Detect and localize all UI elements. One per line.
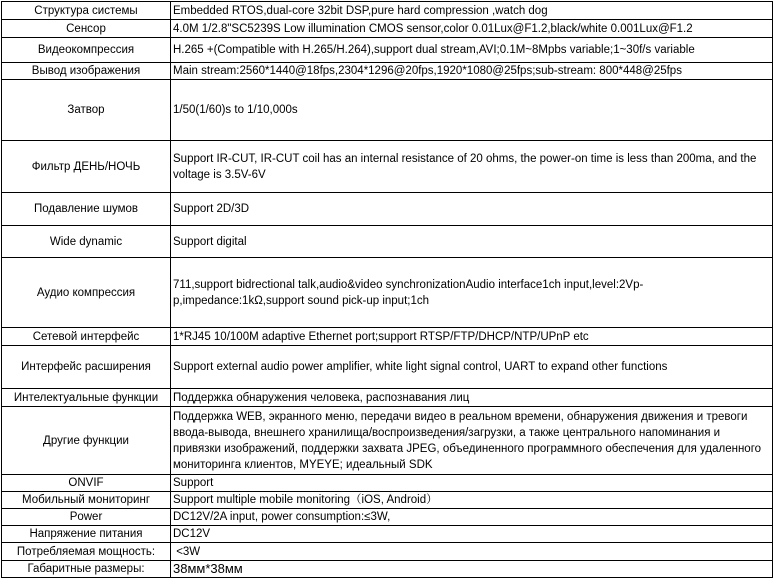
spec-label: Мобильный мониторинг: [2, 492, 171, 509]
spec-value: DC12V: [171, 526, 773, 543]
spec-label: Сетевой интерфейс: [2, 328, 171, 346]
spec-value: Support digital: [171, 226, 773, 258]
spec-value: 1/50(1/60)s to 1/10,000s: [171, 80, 773, 141]
spec-row-day-night-filter: [2, 141, 773, 193]
spec-label: Сенсор: [2, 20, 171, 38]
spec-value: Support multiple mobile monitoring（iOS, Android）: [171, 492, 773, 509]
spec-label: Фильтр ДЕНЬ/НОЧЬ: [2, 141, 171, 193]
spec-value: DC12V/2A input, power consumption:≤3W,: [171, 509, 773, 526]
spec-row-network-interface: [2, 328, 773, 346]
spec-label: Видеокомпрессия: [2, 38, 171, 63]
spec-value: 1*RJ45 10/100M adaptive Ethernet port;support RTSP/FTP/DHCP/NTP/UPnP etc: [171, 328, 773, 346]
spec-row-sensor: [2, 20, 773, 38]
spec-row-noise-reduction: [2, 193, 773, 226]
spec-value: Support IR-CUT, IR-CUT coil has an internal resistance of 20 ohms, the power-on time is less than 200ma, and the voltage is 3.5V-6V: [171, 141, 773, 193]
spec-row-power: [2, 509, 773, 526]
spec-label: Затвор: [2, 80, 171, 141]
spec-row-video-compression: [2, 38, 773, 63]
spec-row-power-consumption: [2, 543, 773, 561]
spec-value: H.265 +(Compatible with H.265/H.264),support dual stream,AVI;0.1M~8Mpbs variable;1~30f/s variable: [171, 38, 773, 63]
spec-label: Подавление шумов: [2, 193, 171, 226]
spec-label: Габаритные размеры:: [2, 561, 171, 578]
spec-value: 711,support bidrectional talk,audio&video synchronizationAudio interface1ch input,level:2Vp-p,impedance:1kΩ,support sound pick-up input;1ch: [171, 258, 773, 328]
spec-label: Потребляемая мощность:: [2, 543, 171, 561]
spec-label: Аудио компрессия: [2, 258, 171, 328]
spec-row-shutter: [2, 80, 773, 141]
spec-label: Вывод изображения: [2, 63, 171, 80]
spec-value: Support: [171, 475, 773, 492]
spec-row-mobile-monitoring: [2, 492, 773, 509]
spec-value: Support external audio power amplifier, white light signal control, UART to expand other functions: [171, 346, 773, 389]
spec-label: Power: [2, 509, 171, 526]
spec-row-wide-dynamic: [2, 226, 773, 258]
spec-label: Wide dynamic: [2, 226, 171, 258]
spec-row-system-structure: [2, 2, 773, 20]
spec-row-audio-compression: [2, 258, 773, 328]
spec-label: Напряжение питания: [2, 526, 171, 543]
spec-label: Интерфейс расширения: [2, 346, 171, 389]
spec-row-supply-voltage: [2, 526, 773, 543]
spec-value: 38мм*38мм: [171, 561, 773, 578]
spec-row-dimensions: [2, 561, 773, 578]
spec-row-image-output: [2, 63, 773, 80]
spec-table: [1, 1, 773, 578]
spec-label: Интелектуальные функции: [2, 389, 171, 407]
spec-row-onvif: [2, 475, 773, 492]
spec-value: Поддержка обнаружения человека, распознавания лиц: [171, 389, 773, 407]
spec-value: 4.0M 1/2.8"SC5239S Low illumination CMOS sensor,color 0.01Lux@F1.2,black/white 0.001Lux@F1.2: [171, 20, 773, 38]
spec-value: Main stream:2560*1440@18fps,2304*1296@20fps,1920*1080@25fps;sub-stream: 800*448@25fps: [171, 63, 773, 80]
spec-value: <3W: [171, 543, 773, 561]
spec-label: Другие функции: [2, 407, 171, 475]
spec-label: Структура системы: [2, 2, 171, 20]
spec-value: Поддержка WEB, экранного меню, передачи видео в реальном времени, обнаружения движения и тревоги ввода-вывода, внешнего хранилища/воспроизведения/загрузки, а также центрального напоминания и привязки изображений, поддержки захвата JPEG, объединенного программного обеспечения для удаленного мониторинга клиентов, MYEYE; идеальный SDK: [171, 407, 773, 475]
spec-row-intelligent-functions: [2, 389, 773, 407]
spec-value: Support 2D/3D: [171, 193, 773, 226]
spec-row-extension-interface: [2, 346, 773, 389]
spec-value: Embedded RTOS,dual-core 32bit DSP,pure hard compression ,watch dog: [171, 2, 773, 20]
spec-label: ONVIF: [2, 475, 171, 492]
spec-row-other-functions: [2, 407, 773, 475]
